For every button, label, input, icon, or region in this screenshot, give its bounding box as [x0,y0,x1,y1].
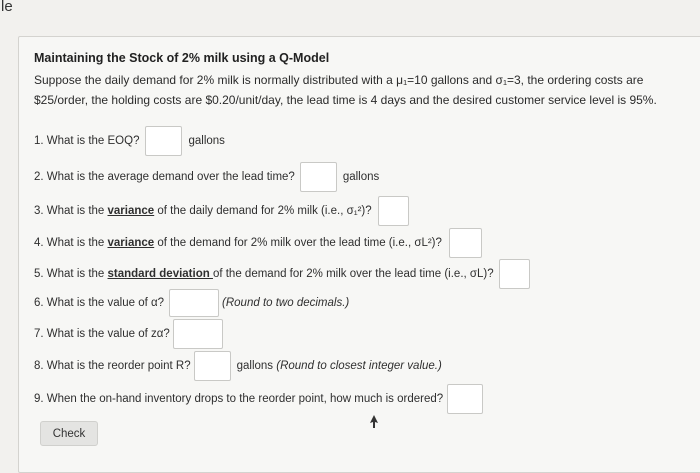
question-6-text: 6. What is the value of α? [34,297,165,309]
corner-label: le [1,0,13,15]
check-button[interactable]: Check [40,421,98,446]
answer-input-4[interactable] [449,228,482,258]
question-4 [34,228,482,258]
question-3-emphasis: variance [107,205,155,217]
question-8-unit: gallons (Round to closest integer value.) [236,360,442,372]
question-1-text: 1. What is the EOQ? [34,135,140,147]
question-7 [34,319,223,349]
question-7-text: 7. What is the value of zα? [34,328,170,340]
answer-input-7[interactable] [173,319,223,349]
answer-input-2[interactable] [300,162,337,192]
problem-description: Suppose the daily demand for 2% milk is normally distributed with a μ₁=10 gallons and σ₁=3, the ordering costs are $25/order, the holding costs are $0.20/unit/day, the lead time is 4 days and the desired customer service level is 95%. [34,73,657,107]
question-5 [34,259,530,289]
question-4-emphasis: variance [107,237,155,249]
question-9 [34,384,483,414]
answer-input-1[interactable] [145,126,182,156]
problem-title: Maintaining the Stock of 2% milk using a Q-Model [34,51,330,65]
mouse-cursor-icon [369,415,379,429]
question-5-emphasis: standard deviation [107,268,213,280]
question-8-note: (Round to closest integer value.) [276,360,442,372]
question-8 [34,351,442,381]
question-6-note: (Round to two decimals.) [222,297,350,309]
question-5-text: 5. What is the standard deviation of the demand for 2% milk over the lead time (i.e., σL)? [34,268,494,280]
question-8-text: 8. What is the reorder point R? [34,360,191,372]
question-2-unit: gallons [342,171,380,183]
question-3 [34,196,409,226]
question-1 [34,126,225,156]
answer-input-8[interactable] [194,351,231,381]
question-6 [34,289,349,317]
question-9-text: 9. When the on-hand inventory drops to the reorder point, how much is ordered? [34,393,444,405]
question-2-text: 2. What is the average demand over the lead time? [34,171,295,183]
answer-input-3[interactable] [378,196,409,226]
question-3-text: 3. What is the variance of the daily demand for 2% milk (i.e., σ₁²)? [34,205,372,217]
answer-input-9[interactable] [447,384,483,414]
question-4-text: 4. What is the variance of the demand for 2% milk over the lead time (i.e., σL²)? [34,237,442,249]
question-1-unit: gallons [188,135,225,147]
answer-input-6[interactable] [169,289,219,317]
question-2 [34,162,379,192]
answer-input-5[interactable] [499,259,530,289]
